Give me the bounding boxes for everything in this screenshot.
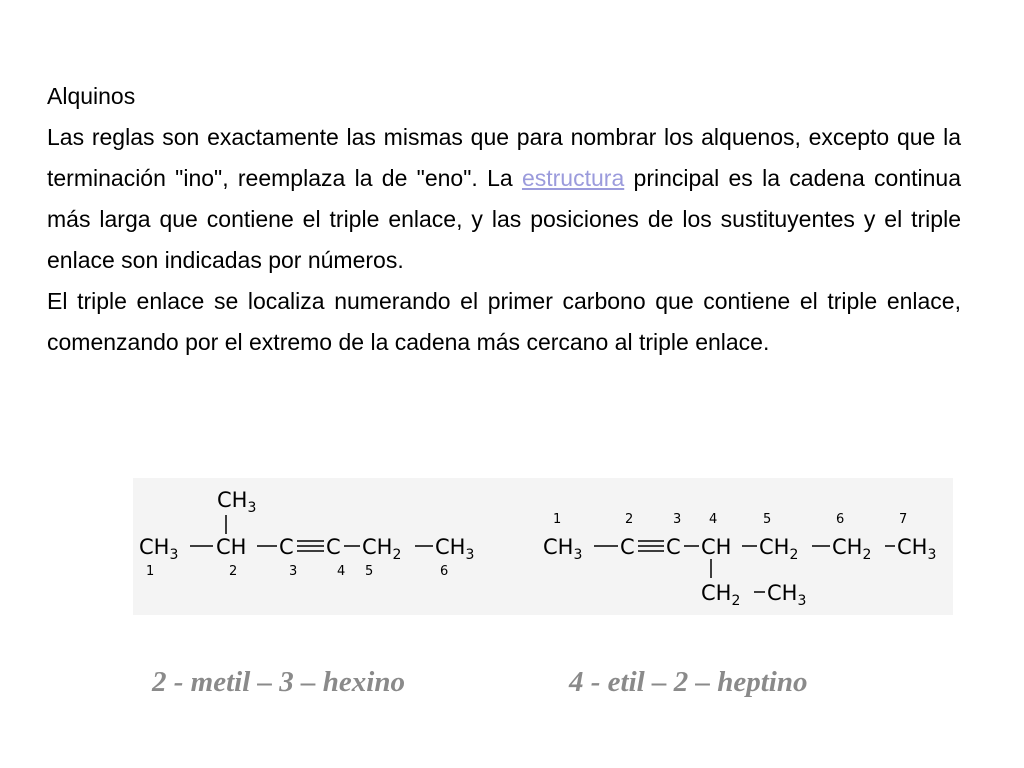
s2-atom-6: $CH_2$ bbox=[832, 535, 872, 563]
s2-triple-bond bbox=[638, 541, 664, 551]
s1-substituent-top: $CH_3$ bbox=[217, 488, 257, 516]
s2-number-1: 1 bbox=[553, 512, 562, 527]
s2-atom-1: $CH_3$ bbox=[543, 535, 583, 563]
s1-triple-bond bbox=[297, 541, 324, 551]
s2-number-7: 7 bbox=[899, 512, 908, 527]
s1-atom-3: C bbox=[279, 535, 294, 559]
s1-number-4: 4 bbox=[337, 564, 346, 579]
s1-number-6: 6 bbox=[440, 564, 449, 579]
structural-formulas bbox=[133, 478, 953, 615]
paragraph-1 bbox=[47, 117, 961, 281]
s2-number-2: 2 bbox=[625, 512, 634, 527]
s1-number-3: 3 bbox=[289, 564, 298, 579]
s2-substituent-bottom-2: $CH_3$ bbox=[767, 581, 807, 609]
s2-number-6: 6 bbox=[836, 512, 845, 527]
s1-number-1: 1 bbox=[146, 564, 155, 579]
s1-number-5: 5 bbox=[365, 564, 374, 579]
s2-atom-7: $CH_3$ bbox=[897, 535, 937, 563]
paragraph-1-text-before: Las reglas son exactamente las mismas que para nombrar los alquenos, excepto que la terminación "ino", reemplaza la de "eno". La bbox=[47, 124, 961, 191]
estructura-link[interactable]: estructura bbox=[521, 165, 625, 191]
s1-number-2: 2 bbox=[229, 564, 238, 579]
s2-atom-3: C bbox=[666, 535, 681, 559]
s1-atom-6: $CH_3$ bbox=[435, 535, 475, 563]
paragraph-1-text-after: principal es la cadena continua más larga que contiene el triple enlace, y las posiciones de los sustituyentes y el triple enlace son indicadas por números. bbox=[47, 165, 962, 273]
paragraph-2: El triple enlace se localiza numerando el primer carbono que contiene el triple enlace, comenzando por el extremo de la cadena más cercano al triple enlace. bbox=[47, 288, 961, 355]
s2-number-3: 3 bbox=[673, 512, 682, 527]
caption-structure-1: 2 - metil – 3 – hexino bbox=[152, 666, 405, 698]
s1-substituent-top-text: CH bbox=[217, 488, 248, 512]
s2-number-4: 4 bbox=[709, 512, 718, 527]
s1-atom-2: CH bbox=[216, 535, 247, 559]
s2-atom-4: CH bbox=[701, 535, 732, 559]
s2-atom-5: $CH_2$ bbox=[759, 535, 799, 563]
s2-number-5: 5 bbox=[763, 512, 772, 527]
caption-structure-2: 4 - etil – 2 – heptino bbox=[569, 666, 808, 698]
structure-2 bbox=[543, 512, 936, 609]
s1-atom-4: C bbox=[326, 535, 341, 559]
formulas-svg bbox=[133, 478, 953, 615]
s2-substituent-bottom-1: $CH_2$ bbox=[701, 581, 741, 609]
s1-atom-1: $CH_3$ bbox=[139, 535, 179, 563]
structure-1 bbox=[139, 488, 474, 579]
section-title: Alquinos bbox=[47, 83, 136, 109]
s1-atom-5: $CH_2$ bbox=[362, 535, 402, 563]
document-text bbox=[47, 76, 961, 363]
s2-atom-2: C bbox=[620, 535, 635, 559]
